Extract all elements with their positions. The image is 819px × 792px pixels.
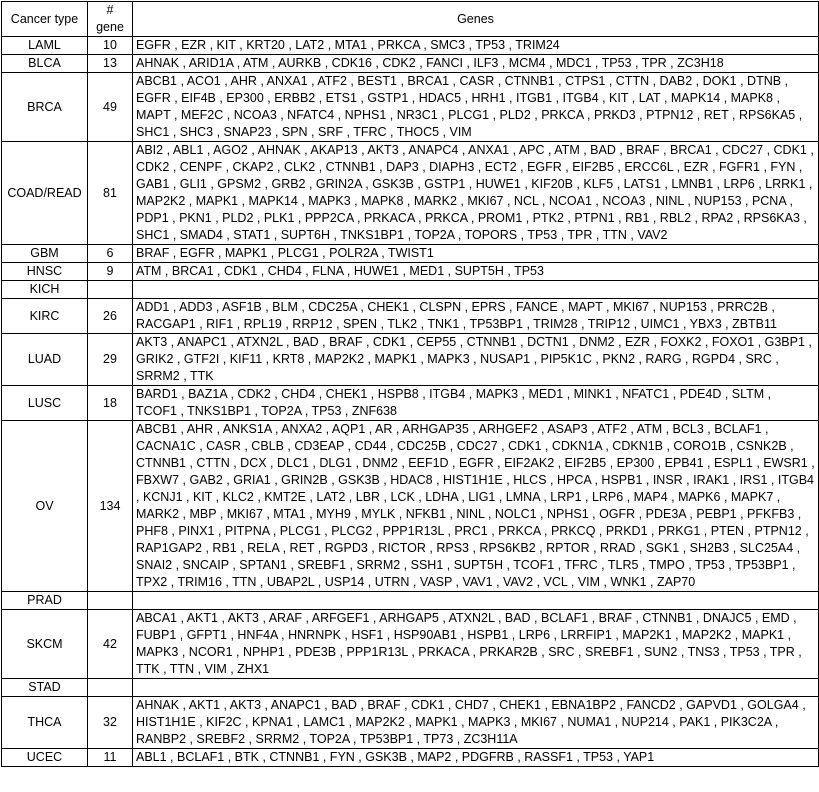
- genes-cell: [133, 281, 819, 299]
- gene-count-cell: [88, 592, 133, 610]
- gene-count-cell: 26: [88, 299, 133, 334]
- cancer-gene-table: [1, 1, 819, 767]
- cancer-type-cell: LUSC: [2, 386, 88, 421]
- cancer-type-cell: LUAD: [2, 334, 88, 386]
- header-num-gene: # gene: [88, 2, 133, 37]
- gene-count-cell: 49: [88, 73, 133, 142]
- cancer-type-cell: KICH: [2, 281, 88, 299]
- gene-count-cell: 134: [88, 421, 133, 592]
- table-row: [2, 386, 819, 421]
- table-row: [2, 610, 819, 679]
- gene-count-cell: 6: [88, 245, 133, 263]
- table-row: [2, 697, 819, 749]
- table-row: [2, 245, 819, 263]
- gene-count-cell: 11: [88, 749, 133, 767]
- table-row: [2, 679, 819, 697]
- genes-cell: AHNAK , ARID1A , ATM , AURKB , CDK16 , CDK2 , FANCI , ILF3 , MCM4 , MDC1 , TP53 , TPR , ZC3H18: [133, 55, 819, 73]
- cancer-type-cell: GBM: [2, 245, 88, 263]
- header-row: [2, 2, 819, 37]
- gene-count-cell: [88, 679, 133, 697]
- cancer-type-cell: UCEC: [2, 749, 88, 767]
- cancer-type-cell: STAD: [2, 679, 88, 697]
- gene-count-cell: 10: [88, 37, 133, 55]
- genes-cell: [133, 679, 819, 697]
- genes-cell: [133, 592, 819, 610]
- cancer-type-cell: BRCA: [2, 73, 88, 142]
- table-row: [2, 37, 819, 55]
- gene-count-cell: 9: [88, 263, 133, 281]
- table-row: [2, 142, 819, 245]
- cancer-type-cell: OV: [2, 421, 88, 592]
- genes-cell: ABCB1 , AHR , ANKS1A , ANXA2 , AQP1 , AR , ARHGAP35 , ARHGEF2 , ASAP3 , ATF2 , ATM , BCL3 , BCLAF1 , CACNA1C , CASR , CBLB , CD3EAP , CD44 , CDC25B , CDC27 , CDK1 , CDKN1A , CDKN1B , CORO1B , CSNK2B , CTNNB1 , CTTN , DCX , DLC1 , DLG1 , DNM2 , EEF1D , EGFR , EIF2AK2 , EIF2B5 , EP300 , EPB41 , ESPL1 , EWSR1 , FBXW7 , GAB2 , GRIA1 , GRIN2B , GSK3B , HDAC8 , HIST1H1E , HLCS , HPCA , HSPB1 , INSR , IRAK1 , IRS1 , ITGB4 , KCNJ1 , KIT , KLC2 , KMT2E , LAT2 , LBR , LCK , LDHA , LIG1 , LMNA , LRP1 , LRP6 , MAP4 , MAPK6 , MAPK7 , MARK2 , MBP , MKI67 , MTA1 , MYH9 , MYLK , NFKB1 , NINL , NOLC1 , NPHS1 , OGFR , PDE3A , PEBP1 , PFKFB3 , PHF8 , PINX1 , PITPNA , PLCG1 , PLCG2 , PPP1R13L , PRC1 , PRKCA , PRKCQ , PRKD1 , PRKG1 , PTEN , PTPN12 , RAP1GAP2 , RB1 , RELA , RET , RGPD3 , RICTOR , RPS3 , RPS6KB2 , RPTOR , RRAD , SGK1 , SH2B3 , SLC25A4 , SNAI2 , SNCAIP , SPTAN1 , SREBF1 , SRRM2 , SSH1 , SUPT5H , TCOF1 , TFRC , TLR5 , TMPO , TP53 , TP53BP1 , TPX2 , TRIM16 , TTN , UBAP2L , USP14 , UTRN , VASP , VAV1 , VAV2 , VCL , VIM , WNK1 , ZAP70: [133, 421, 819, 592]
- table-row: [2, 73, 819, 142]
- header-genes: Genes: [133, 2, 819, 37]
- genes-cell: ABCA1 , AKT1 , AKT3 , ARAF , ARFGEF1 , ARHGAP5 , ATXN2L , BAD , BCLAF1 , BRAF , CTNNB1 , DNAJC5 , EMD , FUBP1 , GFPT1 , HNF4A , HNRNPK , HSF1 , HSP90AB1 , HSPB1 , LRP6 , LRRFIP1 , MAP2K1 , MAP2K2 , MAPK1 , MAPK3 , NCOR1 , NPHP1 , PDE3B , PPP1R13L , PRKACA , PRKAR2B , SRC , SREBF1 , SUN2 , TNS3 , TP53 , TPR , TTK , TTN , VIM , ZHX1: [133, 610, 819, 679]
- genes-cell: ADD1 , ADD3 , ASF1B , BLM , CDC25A , CHEK1 , CLSPN , EPRS , FANCE , MAPT , MKI67 , NUP153 , PRRC2B , RACGAP1 , RIF1 , RPL19 , RRP12 , SPEN , TLK2 , TNK1 , TP53BP1 , TRIM28 , TRIP12 , UIMC1 , YBX3 , ZBTB11: [133, 299, 819, 334]
- cancer-type-cell: SKCM: [2, 610, 88, 679]
- table-row: [2, 281, 819, 299]
- genes-cell: BARD1 , BAZ1A , CDK2 , CHD4 , CHEK1 , HSPB8 , ITGB4 , MAPK3 , MED1 , MINK1 , NFATC1 , PDE4D , SLTM , TCOF1 , TNKS1BP1 , TOP2A , TP53 , ZNF638: [133, 386, 819, 421]
- gene-count-cell: [88, 281, 133, 299]
- genes-cell: ABCB1 , ACO1 , AHR , ANXA1 , ATF2 , BEST1 , BRCA1 , CASR , CTNNB1 , CTPS1 , CTTN , DAB2 , DOK1 , DTNB , EGFR , EIF4B , EP300 , ERBB2 , ETS1 , GSTP1 , HDAC5 , HRH1 , ITGB1 , ITGB4 , KIT , LAT , MAPK14 , MAPK8 , MAPT , MEF2C , NCOA3 , NFATC4 , NPHS1 , NR3C1 , PLCG1 , PLD2 , PRKCA , PRKD3 , PTPN12 , RET , RPS6KA5 , SHC1 , SHC3 , SNAP23 , SPN , SRF , TFRC , THOC5 , VIM: [133, 73, 819, 142]
- cancer-type-cell: HNSC: [2, 263, 88, 281]
- genes-cell: BRAF , EGFR , MAPK1 , PLCG1 , POLR2A , TWIST1: [133, 245, 819, 263]
- table-row: [2, 334, 819, 386]
- genes-cell: ABI2 , ABL1 , AGO2 , AHNAK , AKAP13 , AKT3 , ANAPC4 , ANXA1 , APC , ATM , BAD , BRAF , BRCA1 , CDC27 , CDK1 , CDK2 , CENPF , CKAP2 , CLK2 , CTNNB1 , DAP3 , DIAPH3 , ECT2 , EGFR , EIF2B5 , ERCC6L , EZR , FGFR1 , FYN , GAB1 , GLI1 , GPSM2 , GRB2 , GRIN2A , GSK3B , GSTP1 , HUWE1 , KIF20B , KLF5 , LATS1 , LMNB1 , LRP6 , LRRK1 , MAP2K2 , MAPK1 , MAPK14 , MAPK3 , MAPK8 , MARK2 , MKI67 , NCL , NCOA1 , NCOA3 , NINL , NUP153 , PCNA , PDP1 , PKN1 , PLD2 , PLK1 , PPP2CA , PRKACA , PRKCA , PROM1 , PTK2 , PTPN1 , RB1 , RBL2 , RPA2 , RPS6KA3 , SHC1 , SMAD4 , STAT1 , SUPT6H , TNKS1BP1 , TOP2A , TOPORS , TP53 , TPR , TTN , VAV2: [133, 142, 819, 245]
- table-row: [2, 592, 819, 610]
- header-cancer-type: Cancer type: [2, 2, 88, 37]
- table-row: [2, 421, 819, 592]
- gene-count-cell: 18: [88, 386, 133, 421]
- cancer-type-cell: LAML: [2, 37, 88, 55]
- gene-count-cell: 81: [88, 142, 133, 245]
- cancer-type-cell: BLCA: [2, 55, 88, 73]
- genes-cell: AKT3 , ANAPC1 , ATXN2L , BAD , BRAF , CDK1 , CEP55 , CTNNB1 , DCTN1 , DNM2 , EZR , FOXK2 , FOXO1 , G3BP1 , GRIK2 , GTF2I , KIF11 , KRT8 , MAP2K2 , MAPK1 , MAPK3 , NUSAP1 , PIP5K1C , PKN2 , RARG , RGPD4 , SRC , SRRM2 , TTK: [133, 334, 819, 386]
- genes-cell: AHNAK , AKT1 , AKT3 , ANAPC1 , BAD , BRAF , CDK1 , CHD7 , CHEK1 , EBNA1BP2 , FANCD2 , GAPVD1 , GOLGA4 , HIST1H1E , KIF2C , KPNA1 , LAMC1 , MAP2K2 , MAPK1 , MAPK3 , MKI67 , NUMA1 , NUP214 , PAK1 , PIK3C2A , RANBP2 , SREBF2 , SRRM2 , TOP2A , TP53BP1 , TP73 , ZC3H11A: [133, 697, 819, 749]
- cancer-type-cell: THCA: [2, 697, 88, 749]
- gene-count-cell: 13: [88, 55, 133, 73]
- genes-cell: ATM , BRCA1 , CDK1 , CHD4 , FLNA , HUWE1 , MED1 , SUPT5H , TP53: [133, 263, 819, 281]
- table-row: [2, 299, 819, 334]
- table-row: [2, 55, 819, 73]
- gene-count-cell: 32: [88, 697, 133, 749]
- gene-count-cell: 29: [88, 334, 133, 386]
- table-row: [2, 263, 819, 281]
- genes-cell: EGFR , EZR , KIT , KRT20 , LAT2 , MTA1 , PRKCA , SMC3 , TP53 , TRIM24: [133, 37, 819, 55]
- gene-count-cell: 42: [88, 610, 133, 679]
- cancer-type-cell: PRAD: [2, 592, 88, 610]
- table-row: [2, 749, 819, 767]
- cancer-type-cell: COAD/READ: [2, 142, 88, 245]
- cancer-type-cell: KIRC: [2, 299, 88, 334]
- genes-cell: ABL1 , BCLAF1 , BTK , CTNNB1 , FYN , GSK3B , MAP2 , PDGFRB , RASSF1 , TP53 , YAP1: [133, 749, 819, 767]
